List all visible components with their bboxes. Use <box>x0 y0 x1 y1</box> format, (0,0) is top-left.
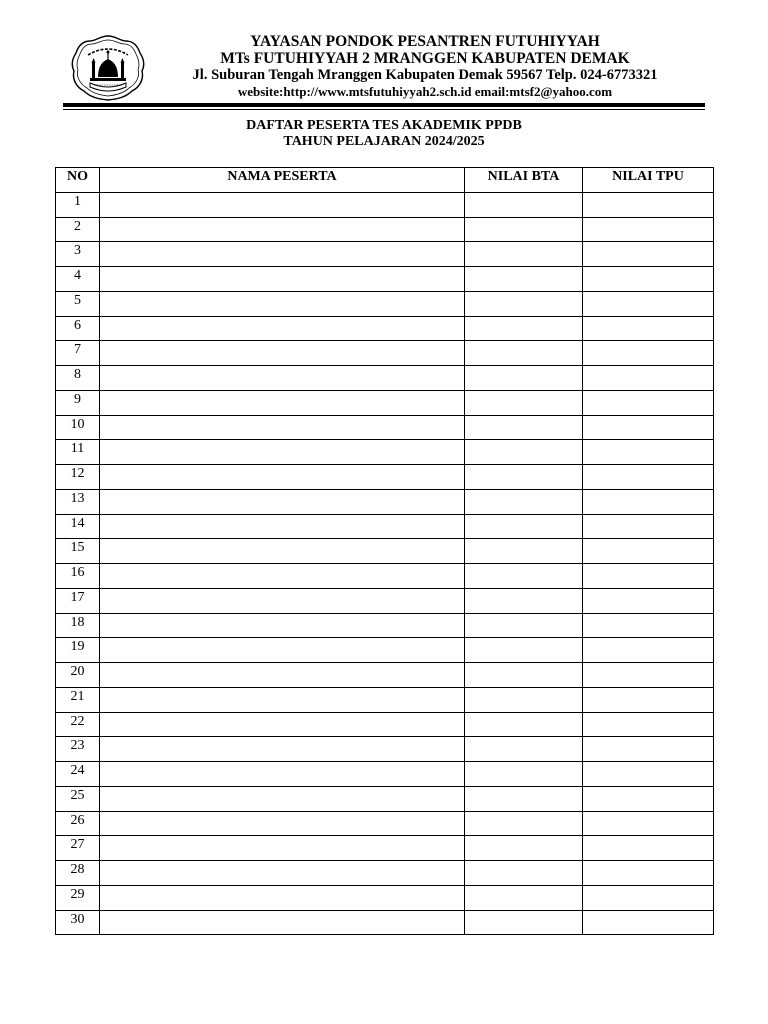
bta-score-cell[interactable] <box>465 514 583 539</box>
tpu-score-cell[interactable] <box>583 910 714 935</box>
tpu-score-cell[interactable] <box>583 316 714 341</box>
row-number-cell: 1 <box>56 192 100 217</box>
table-row <box>56 242 714 267</box>
table-row <box>56 836 714 861</box>
table-row <box>56 885 714 910</box>
bta-score-cell[interactable] <box>465 267 583 292</box>
tpu-score-cell[interactable] <box>583 539 714 564</box>
letterhead <box>150 33 700 100</box>
document-title-line-1: DAFTAR PESERTA TES AKADEMIK PPDB <box>246 118 522 133</box>
participant-name-cell[interactable] <box>100 638 465 663</box>
school-address: Jl. Suburan Tengah Mranggen Kabupaten Demak 59567 Telp. 024-6773321 <box>192 67 658 83</box>
tpu-score-cell[interactable] <box>583 267 714 292</box>
bta-score-cell[interactable] <box>465 564 583 589</box>
bta-score-cell[interactable] <box>465 341 583 366</box>
table-row <box>56 390 714 415</box>
participant-table <box>55 167 714 935</box>
table-row <box>56 415 714 440</box>
row-number-cell: 20 <box>56 663 100 688</box>
table-row <box>56 811 714 836</box>
table-row <box>56 465 714 490</box>
bta-score-cell[interactable] <box>465 390 583 415</box>
letterhead-divider-thin <box>63 109 705 110</box>
row-number-cell: 18 <box>56 613 100 638</box>
row-number-cell: 12 <box>56 465 100 490</box>
bta-score-cell[interactable] <box>465 291 583 316</box>
participant-name-cell[interactable] <box>100 762 465 787</box>
bta-score-cell[interactable] <box>465 539 583 564</box>
row-number-cell: 10 <box>56 415 100 440</box>
row-number-cell: 23 <box>56 737 100 762</box>
participant-name-cell[interactable] <box>100 885 465 910</box>
table-row <box>56 267 714 292</box>
table-row <box>56 291 714 316</box>
row-number-cell: 16 <box>56 564 100 589</box>
bta-score-cell[interactable] <box>465 885 583 910</box>
participant-name-cell[interactable] <box>100 687 465 712</box>
row-number-cell: 5 <box>56 291 100 316</box>
school-crest-icon <box>68 33 148 103</box>
participant-name-cell[interactable] <box>100 588 465 613</box>
school-contact: website:http://www.mtsfutuhiyyah2.sch.id email:mtsf2@yahoo.com <box>237 84 613 99</box>
tpu-score-cell[interactable] <box>583 390 714 415</box>
tpu-score-cell[interactable] <box>583 192 714 217</box>
participant-name-cell[interactable] <box>100 737 465 762</box>
table-row <box>56 613 714 638</box>
school-name: MTs FUTUHIYYAH 2 MRANGGEN KABUPATEN DEMAK <box>220 50 630 67</box>
header-no: NO <box>56 168 100 193</box>
row-number-cell: 3 <box>56 242 100 267</box>
tpu-score-cell[interactable] <box>583 613 714 638</box>
participant-name-cell[interactable] <box>100 514 465 539</box>
participant-name-cell[interactable] <box>100 910 465 935</box>
tpu-score-cell[interactable] <box>583 885 714 910</box>
table-row <box>56 564 714 589</box>
bta-score-cell[interactable] <box>465 217 583 242</box>
document-title-line-2: TAHUN PELAJARAN 2024/2025 <box>283 134 485 149</box>
row-number-cell: 17 <box>56 588 100 613</box>
header-participant-name: NAMA PESERTA <box>100 168 465 193</box>
participant-name-cell[interactable] <box>100 861 465 886</box>
table-row <box>56 316 714 341</box>
table-row <box>56 786 714 811</box>
table-header-row <box>56 168 714 193</box>
tpu-score-cell[interactable] <box>583 588 714 613</box>
tpu-score-cell[interactable] <box>583 217 714 242</box>
row-number-cell: 8 <box>56 366 100 391</box>
participant-name-cell[interactable] <box>100 811 465 836</box>
row-number-cell: 11 <box>56 440 100 465</box>
table-row <box>56 687 714 712</box>
participant-name-cell[interactable] <box>100 786 465 811</box>
table-row <box>56 861 714 886</box>
row-number-cell: 15 <box>56 539 100 564</box>
table-row <box>56 341 714 366</box>
header-tpu-score: NILAI TPU <box>583 168 714 193</box>
bta-score-cell[interactable] <box>465 910 583 935</box>
bta-score-cell[interactable] <box>465 588 583 613</box>
row-number-cell: 9 <box>56 390 100 415</box>
bta-score-cell[interactable] <box>465 638 583 663</box>
row-number-cell: 24 <box>56 762 100 787</box>
row-number-cell: 27 <box>56 836 100 861</box>
bta-score-cell[interactable] <box>465 192 583 217</box>
row-number-cell: 25 <box>56 786 100 811</box>
bta-score-cell[interactable] <box>465 737 583 762</box>
row-number-cell: 26 <box>56 811 100 836</box>
participant-name-cell[interactable] <box>100 415 465 440</box>
participant-name-cell[interactable] <box>100 663 465 688</box>
tpu-score-cell[interactable] <box>583 638 714 663</box>
table-row <box>56 217 714 242</box>
table-row <box>56 737 714 762</box>
bta-score-cell[interactable] <box>465 861 583 886</box>
table-row <box>56 588 714 613</box>
participant-name-cell[interactable] <box>100 242 465 267</box>
row-number-cell: 7 <box>56 341 100 366</box>
tpu-score-cell[interactable] <box>583 514 714 539</box>
table-row <box>56 762 714 787</box>
tpu-score-cell[interactable] <box>583 861 714 886</box>
tpu-score-cell[interactable] <box>583 291 714 316</box>
participant-name-cell[interactable] <box>100 390 465 415</box>
bta-score-cell[interactable] <box>465 836 583 861</box>
row-number-cell: 4 <box>56 267 100 292</box>
tpu-score-cell[interactable] <box>583 811 714 836</box>
bta-score-cell[interactable] <box>465 663 583 688</box>
tpu-score-cell[interactable] <box>583 564 714 589</box>
participant-name-cell[interactable] <box>100 217 465 242</box>
bta-score-cell[interactable] <box>465 366 583 391</box>
row-number-cell: 14 <box>56 514 100 539</box>
row-number-cell: 21 <box>56 687 100 712</box>
tpu-score-cell[interactable] <box>583 489 714 514</box>
bta-score-cell[interactable] <box>465 465 583 490</box>
bta-score-cell[interactable] <box>465 242 583 267</box>
header-bta-score: NILAI BTA <box>465 168 583 193</box>
row-number-cell: 13 <box>56 489 100 514</box>
bta-score-cell[interactable] <box>465 762 583 787</box>
table-row <box>56 638 714 663</box>
bta-score-cell[interactable] <box>465 786 583 811</box>
participant-name-cell[interactable] <box>100 316 465 341</box>
table-row <box>56 440 714 465</box>
bta-score-cell[interactable] <box>465 613 583 638</box>
row-number-cell: 28 <box>56 861 100 886</box>
row-number-cell: 6 <box>56 316 100 341</box>
tpu-score-cell[interactable] <box>583 440 714 465</box>
tpu-score-cell[interactable] <box>583 341 714 366</box>
letterhead-divider-thick <box>63 103 705 107</box>
participant-name-cell[interactable] <box>100 465 465 490</box>
bta-score-cell[interactable] <box>465 687 583 712</box>
participant-name-cell[interactable] <box>100 341 465 366</box>
participant-name-cell[interactable] <box>100 539 465 564</box>
table-body <box>56 192 714 935</box>
bta-score-cell[interactable] <box>465 712 583 737</box>
table-row <box>56 192 714 217</box>
participant-name-cell[interactable] <box>100 836 465 861</box>
tpu-score-cell[interactable] <box>583 712 714 737</box>
table-row <box>56 539 714 564</box>
participant-name-cell[interactable] <box>100 366 465 391</box>
tpu-score-cell[interactable] <box>583 687 714 712</box>
tpu-score-cell[interactable] <box>583 737 714 762</box>
tpu-score-cell[interactable] <box>583 366 714 391</box>
table-row <box>56 366 714 391</box>
participant-name-cell[interactable] <box>100 192 465 217</box>
row-number-cell: 30 <box>56 910 100 935</box>
foundation-name: YAYASAN PONDOK PESANTREN FUTUHIYYAH <box>250 33 600 50</box>
participant-name-cell[interactable] <box>100 267 465 292</box>
row-number-cell: 29 <box>56 885 100 910</box>
participant-name-cell[interactable] <box>100 564 465 589</box>
participant-name-cell[interactable] <box>100 489 465 514</box>
bta-score-cell[interactable] <box>465 415 583 440</box>
participant-name-cell[interactable] <box>100 712 465 737</box>
table-row <box>56 514 714 539</box>
participant-name-cell[interactable] <box>100 440 465 465</box>
document-title <box>0 118 768 150</box>
tpu-score-cell[interactable] <box>583 836 714 861</box>
tpu-score-cell[interactable] <box>583 465 714 490</box>
participant-name-cell[interactable] <box>100 291 465 316</box>
row-number-cell: 2 <box>56 217 100 242</box>
participant-name-cell[interactable] <box>100 613 465 638</box>
tpu-score-cell[interactable] <box>583 762 714 787</box>
table-row <box>56 910 714 935</box>
tpu-score-cell[interactable] <box>583 786 714 811</box>
bta-score-cell[interactable] <box>465 440 583 465</box>
table-row <box>56 712 714 737</box>
table-row <box>56 663 714 688</box>
table-row <box>56 489 714 514</box>
bta-score-cell[interactable] <box>465 316 583 341</box>
tpu-score-cell[interactable] <box>583 663 714 688</box>
bta-score-cell[interactable] <box>465 811 583 836</box>
tpu-score-cell[interactable] <box>583 415 714 440</box>
row-number-cell: 22 <box>56 712 100 737</box>
tpu-score-cell[interactable] <box>583 242 714 267</box>
bta-score-cell[interactable] <box>465 489 583 514</box>
row-number-cell: 19 <box>56 638 100 663</box>
